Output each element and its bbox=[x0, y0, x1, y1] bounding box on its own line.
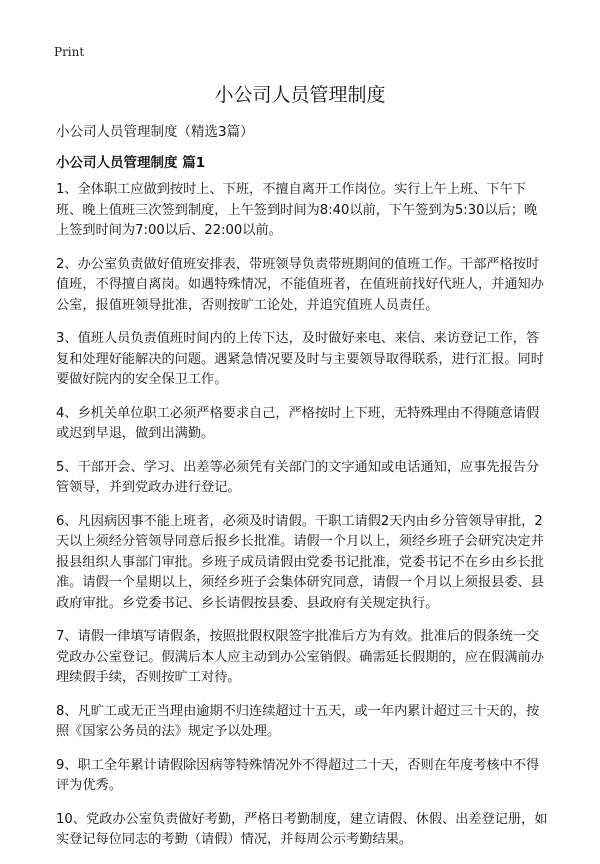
regulation-item: 1、全体职工应做到按时上、下班，不擅自离开工作岗位。实行上午上班、下午下班、晚上值班三次签到制度，上午签到时间为8:40以前，下午签到为5:30以后；晚上签到时间为7:00以后、22:00以前。 bbox=[56, 182, 538, 238]
regulation-item: 8、凡旷工或无正当理由逾期不归连续超过十五天，或一年内累计超过三十天的，按照《国家公务员的法》规定予以处理。 bbox=[56, 703, 540, 739]
regulation-item: 10、党政办公室负责做好考勤，严格日考勤制度，建立请假、休假、出差登记册，如实登记每位同志的考勤（请假）情况，并每周公示考勤结果。 bbox=[56, 811, 548, 847]
regulation-item: 2、办公室负责做好值班安排表，带班领导负责带班期间的值班工作。干部严格按时值班，不得擅自离岗。如遇特殊情况，不能值班者，在值班前找好代班人，并通知办公室，报值班领导批准，否则按旷工论处，并追究值班人员责任。 bbox=[56, 256, 544, 313]
regulation-item: 9、职工全年累计请假除因病等特殊情况外不得超过二十天，否则在年度考核中不得评为优秀。 bbox=[56, 757, 540, 793]
regulation-item: 4、乡机关单位职工必须严格要求自己，严格按时上下班，无特殊理由不得随意请假或迟到早退，做到出满勤。 bbox=[56, 405, 540, 441]
regulation-item: 5、干部开会、学习、出差等必须凭有关部门的文字通知或电话通知，应事先报告分管领导，并到党政办进行登记。 bbox=[56, 459, 540, 495]
print-link[interactable]: Print bbox=[54, 45, 85, 59]
regulation-list bbox=[56, 180, 550, 864]
document-subtitle: 小公司人员管理制度（精选3篇） bbox=[56, 124, 254, 140]
regulation-item: 6、凡因病因事不能上班者，必须及时请假。干职工请假2天内由乡分管领导审批，2天以上须经分管领导同意后报乡长批准。请假一个月以上，须经乡班子会研究决定并报县组织人事部门审批。乡班子成员请假由党委书记批准，党委书记不在乡由乡长批准。请假一个星期以上，须经乡班子会集体研究同意，请假一个月以上须报县委、县政府审批。乡党委书记、乡长请假按县委、县政府有关规定执行。 bbox=[56, 513, 544, 611]
page-title: 小公司人员管理制度 bbox=[214, 84, 386, 106]
regulation-item: 3、值班人员负责值班时间内的上传下达，及时做好来电、来信、来访登记工作，答复和处理好能解决的问题。遇紧急情况要及时与主要领导取得联系，进行汇报。同时要做好院内的安全保卫工作。 bbox=[56, 331, 544, 387]
section-heading: 小公司人员管理制度 篇1 bbox=[56, 155, 206, 171]
regulation-item: 7、请假一律填写请假条，按照批假权限签字批准后方为有效。批准后的假条统一交党政办公室登记。假满后本人应主动到办公室销假。确需延长假期的，应在假满前办理续假手续，否则按旷工对待。 bbox=[56, 629, 544, 685]
